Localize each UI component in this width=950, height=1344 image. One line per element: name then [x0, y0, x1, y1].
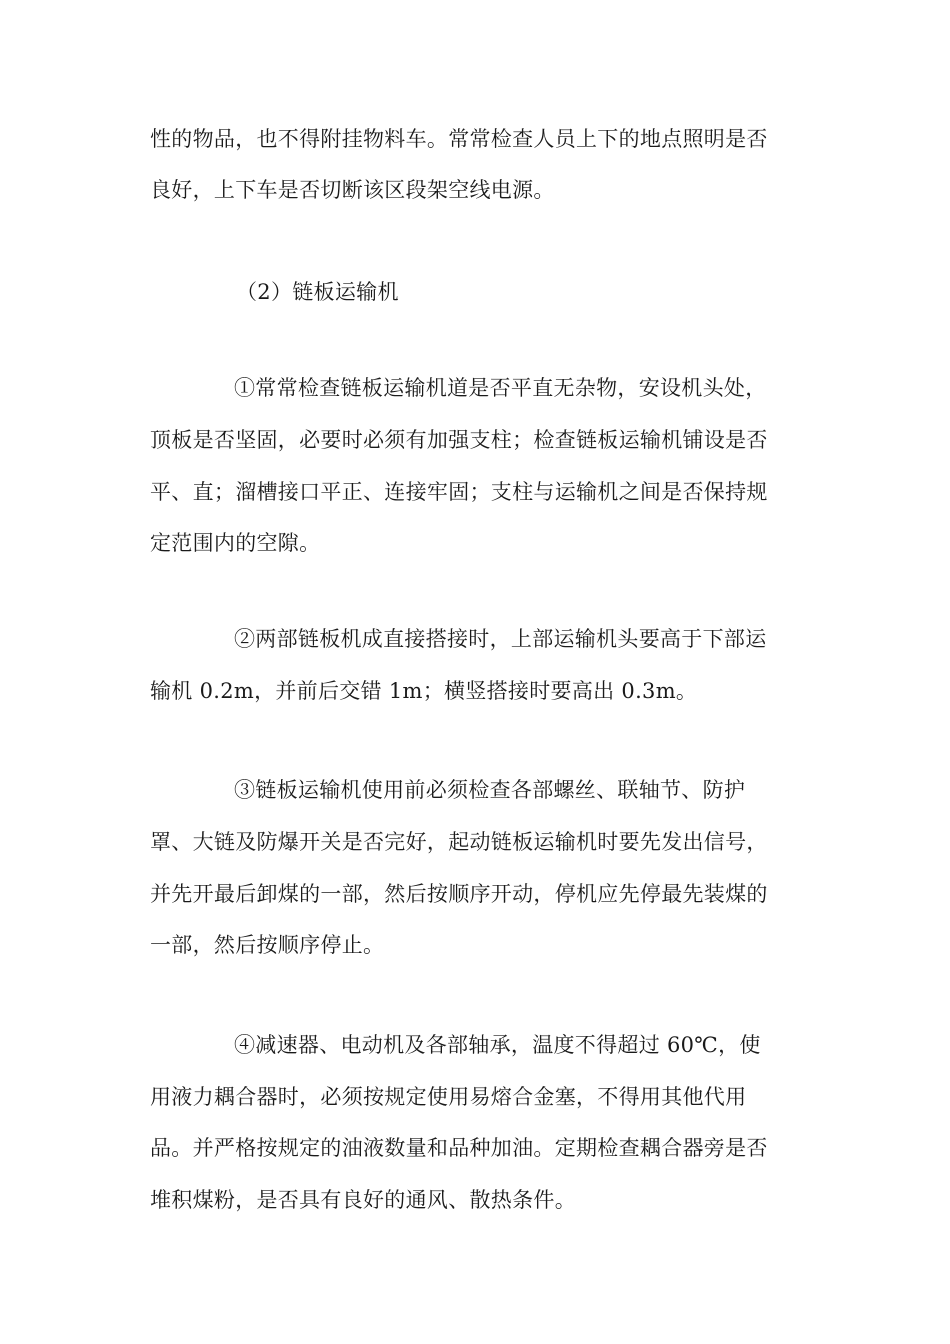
text-line: 良好，上下车是否切断该区段架空线电源。: [150, 178, 555, 202]
text-line: ②两部链板机成直接搭接时，上部运输机头要高于下部运: [234, 627, 767, 651]
text-line: 性的物品，也不得附挂物料车。常常检查人员上下的地点照明是否: [150, 127, 768, 151]
text-line: 顶板是否坚固，必要时必须有加强支柱；检查链板运输机铺设是否: [150, 428, 768, 452]
text-line: 一部，然后按顺序停止。: [150, 933, 385, 957]
text-line: 定范围内的空隙。: [150, 531, 321, 555]
text-line: ③链板运输机使用前必须检查各部螺丝、联轴节、防护: [234, 778, 746, 802]
text-line: 罩、大链及防爆开关是否完好，起动链板运输机时要先发出信号，: [150, 830, 768, 854]
text-line: 品。并严格按规定的油液数量和品种加油。定期检查耦合器旁是否: [150, 1136, 768, 1160]
text-line: 用液力耦合器时，必须按规定使用易熔合金塞，不得用其他代用: [150, 1085, 747, 1109]
text-line: 堆积煤粉，是否具有良好的通风、散热条件。: [150, 1188, 576, 1212]
text-line: 平、直；溜槽接口平正、连接牢固；支柱与运输机之间是否保持规: [150, 480, 768, 504]
text-line: 并先开最后卸煤的一部，然后按顺序开动，停机应先停最先装煤的: [150, 882, 768, 906]
heading-text: （2）链板运输机: [236, 280, 399, 304]
text-line: ④减速器、电动机及各部轴承，温度不得超过 60℃，使: [234, 1033, 761, 1057]
text-line: 输机 0.2m，并前后交错 1m；横竖搭接时要高出 0.3m。: [150, 679, 698, 703]
text-line: ①常常检查链板运输机道是否平直无杂物，安设机头处，: [234, 376, 767, 400]
